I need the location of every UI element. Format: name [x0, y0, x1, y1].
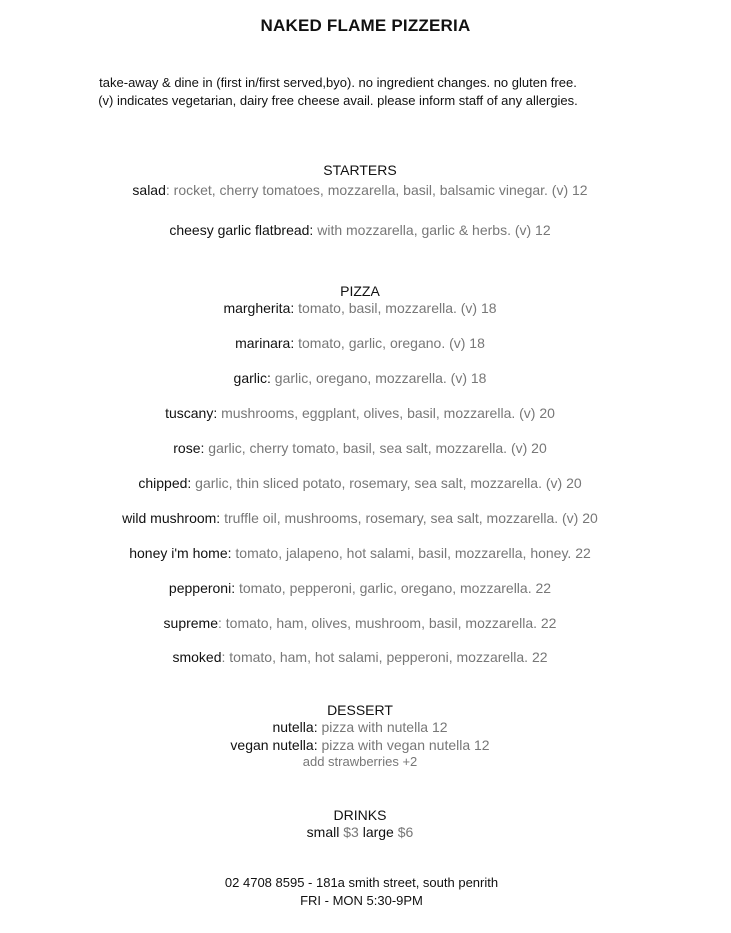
item-description: tomato, garlic, oregano. (v) 18	[294, 335, 485, 351]
item-description: mushrooms, eggplant, olives, basil, mozzarella. (v) 20	[217, 405, 555, 421]
menu-item-tuscany	[0, 405, 720, 421]
footer-contact: 02 4708 8595 - 181a smith street, south penrith	[224, 875, 499, 890]
small-price: $3	[343, 824, 359, 840]
item-name: chipped:	[138, 475, 192, 491]
item-name: smoked	[172, 649, 222, 665]
item-name: marinara:	[235, 335, 295, 351]
large-price: $6	[397, 824, 414, 840]
item-name: garlic:	[233, 370, 271, 386]
menu-item-smoked	[0, 649, 720, 665]
menu-item-supreme	[0, 615, 720, 631]
item-name: nutella:	[272, 719, 318, 735]
page-title: NAKED FLAME PIZZERIA	[260, 16, 471, 35]
addon-text: add strawberries +2	[302, 754, 418, 769]
menu-item-rose	[0, 440, 720, 456]
item-description: garlic, thin sliced potato, rosemary, sea salt, mozzarella. (v) 20	[191, 475, 582, 491]
drinks-heading: DRINKS	[333, 807, 387, 823]
dessert-addon	[0, 754, 720, 769]
item-description: pizza with vegan nutella 12	[317, 737, 490, 753]
item-description: with mozzarella, garlic & herbs. (v) 12	[313, 222, 551, 238]
menu-item-cheesy-garlic-flatbread	[0, 222, 720, 238]
item-description: tomato, basil, mozzarella. (v) 18	[294, 300, 497, 316]
item-name: pepperoni:	[168, 580, 236, 596]
large-label: large	[362, 824, 394, 840]
item-description: garlic, cherry tomato, basil, sea salt, mozzarella. (v) 20	[204, 440, 547, 456]
item-description: tomato, jalapeno, hot salami, basil, mozzarella, honey. 22	[231, 545, 591, 561]
intro-line-2: (v) indicates vegetarian, dairy free cheese avail. please inform staff of any allergies.	[98, 93, 578, 108]
item-description: garlic, oregano, mozzarella. (v) 18	[270, 370, 487, 386]
item-name: tuscany:	[165, 405, 218, 421]
item-description: truffle oil, mushrooms, rosemary, sea salt, mozzarella. (v) 20	[220, 510, 598, 526]
item-name: salad	[132, 182, 166, 198]
item-description: : rocket, cherry tomatoes, mozzarella, basil, balsamic vinegar. (v) 12	[165, 182, 588, 198]
menu-item-pepperoni	[0, 580, 720, 596]
item-description: : tomato, ham, olives, mushroom, basil, mozzarella. 22	[218, 615, 557, 631]
menu-item-nutella	[0, 719, 720, 735]
menu-item-honey-im-home	[0, 545, 720, 561]
dessert-heading: DESSERT	[327, 702, 393, 718]
item-name: supreme	[163, 615, 218, 631]
item-name: rose:	[173, 440, 205, 456]
menu-item-chipped	[0, 475, 720, 491]
intro-line-1: take-away & dine in (first in/first served,byo). no ingredient changes. no gluten free.	[99, 75, 577, 90]
menu-item-salad	[0, 182, 720, 198]
item-name: honey i'm home:	[129, 545, 232, 561]
menu-item-garlic	[0, 370, 720, 386]
starters-heading: STARTERS	[323, 162, 397, 178]
item-name: cheesy garlic flatbread:	[169, 222, 314, 238]
item-name: wild mushroom:	[122, 510, 221, 526]
item-description: : tomato, ham, hot salami, pepperoni, mozzarella. 22	[221, 649, 548, 665]
item-description: tomato, pepperoni, garlic, oregano, mozzarella. 22	[235, 580, 552, 596]
menu-item-vegan-nutella	[0, 737, 720, 753]
item-name: vegan nutella:	[230, 737, 318, 753]
item-name: margherita:	[223, 300, 295, 316]
drinks-prices	[0, 824, 720, 840]
footer-hours: FRI - MON 5:30-9PM	[300, 893, 423, 908]
menu-item-wild-mushroom	[0, 510, 720, 526]
small-label: small	[306, 824, 340, 840]
menu-item-marinara	[0, 335, 720, 351]
item-description: pizza with nutella 12	[317, 719, 448, 735]
pizza-heading: PIZZA	[340, 283, 380, 299]
menu-item-margherita	[0, 300, 720, 316]
